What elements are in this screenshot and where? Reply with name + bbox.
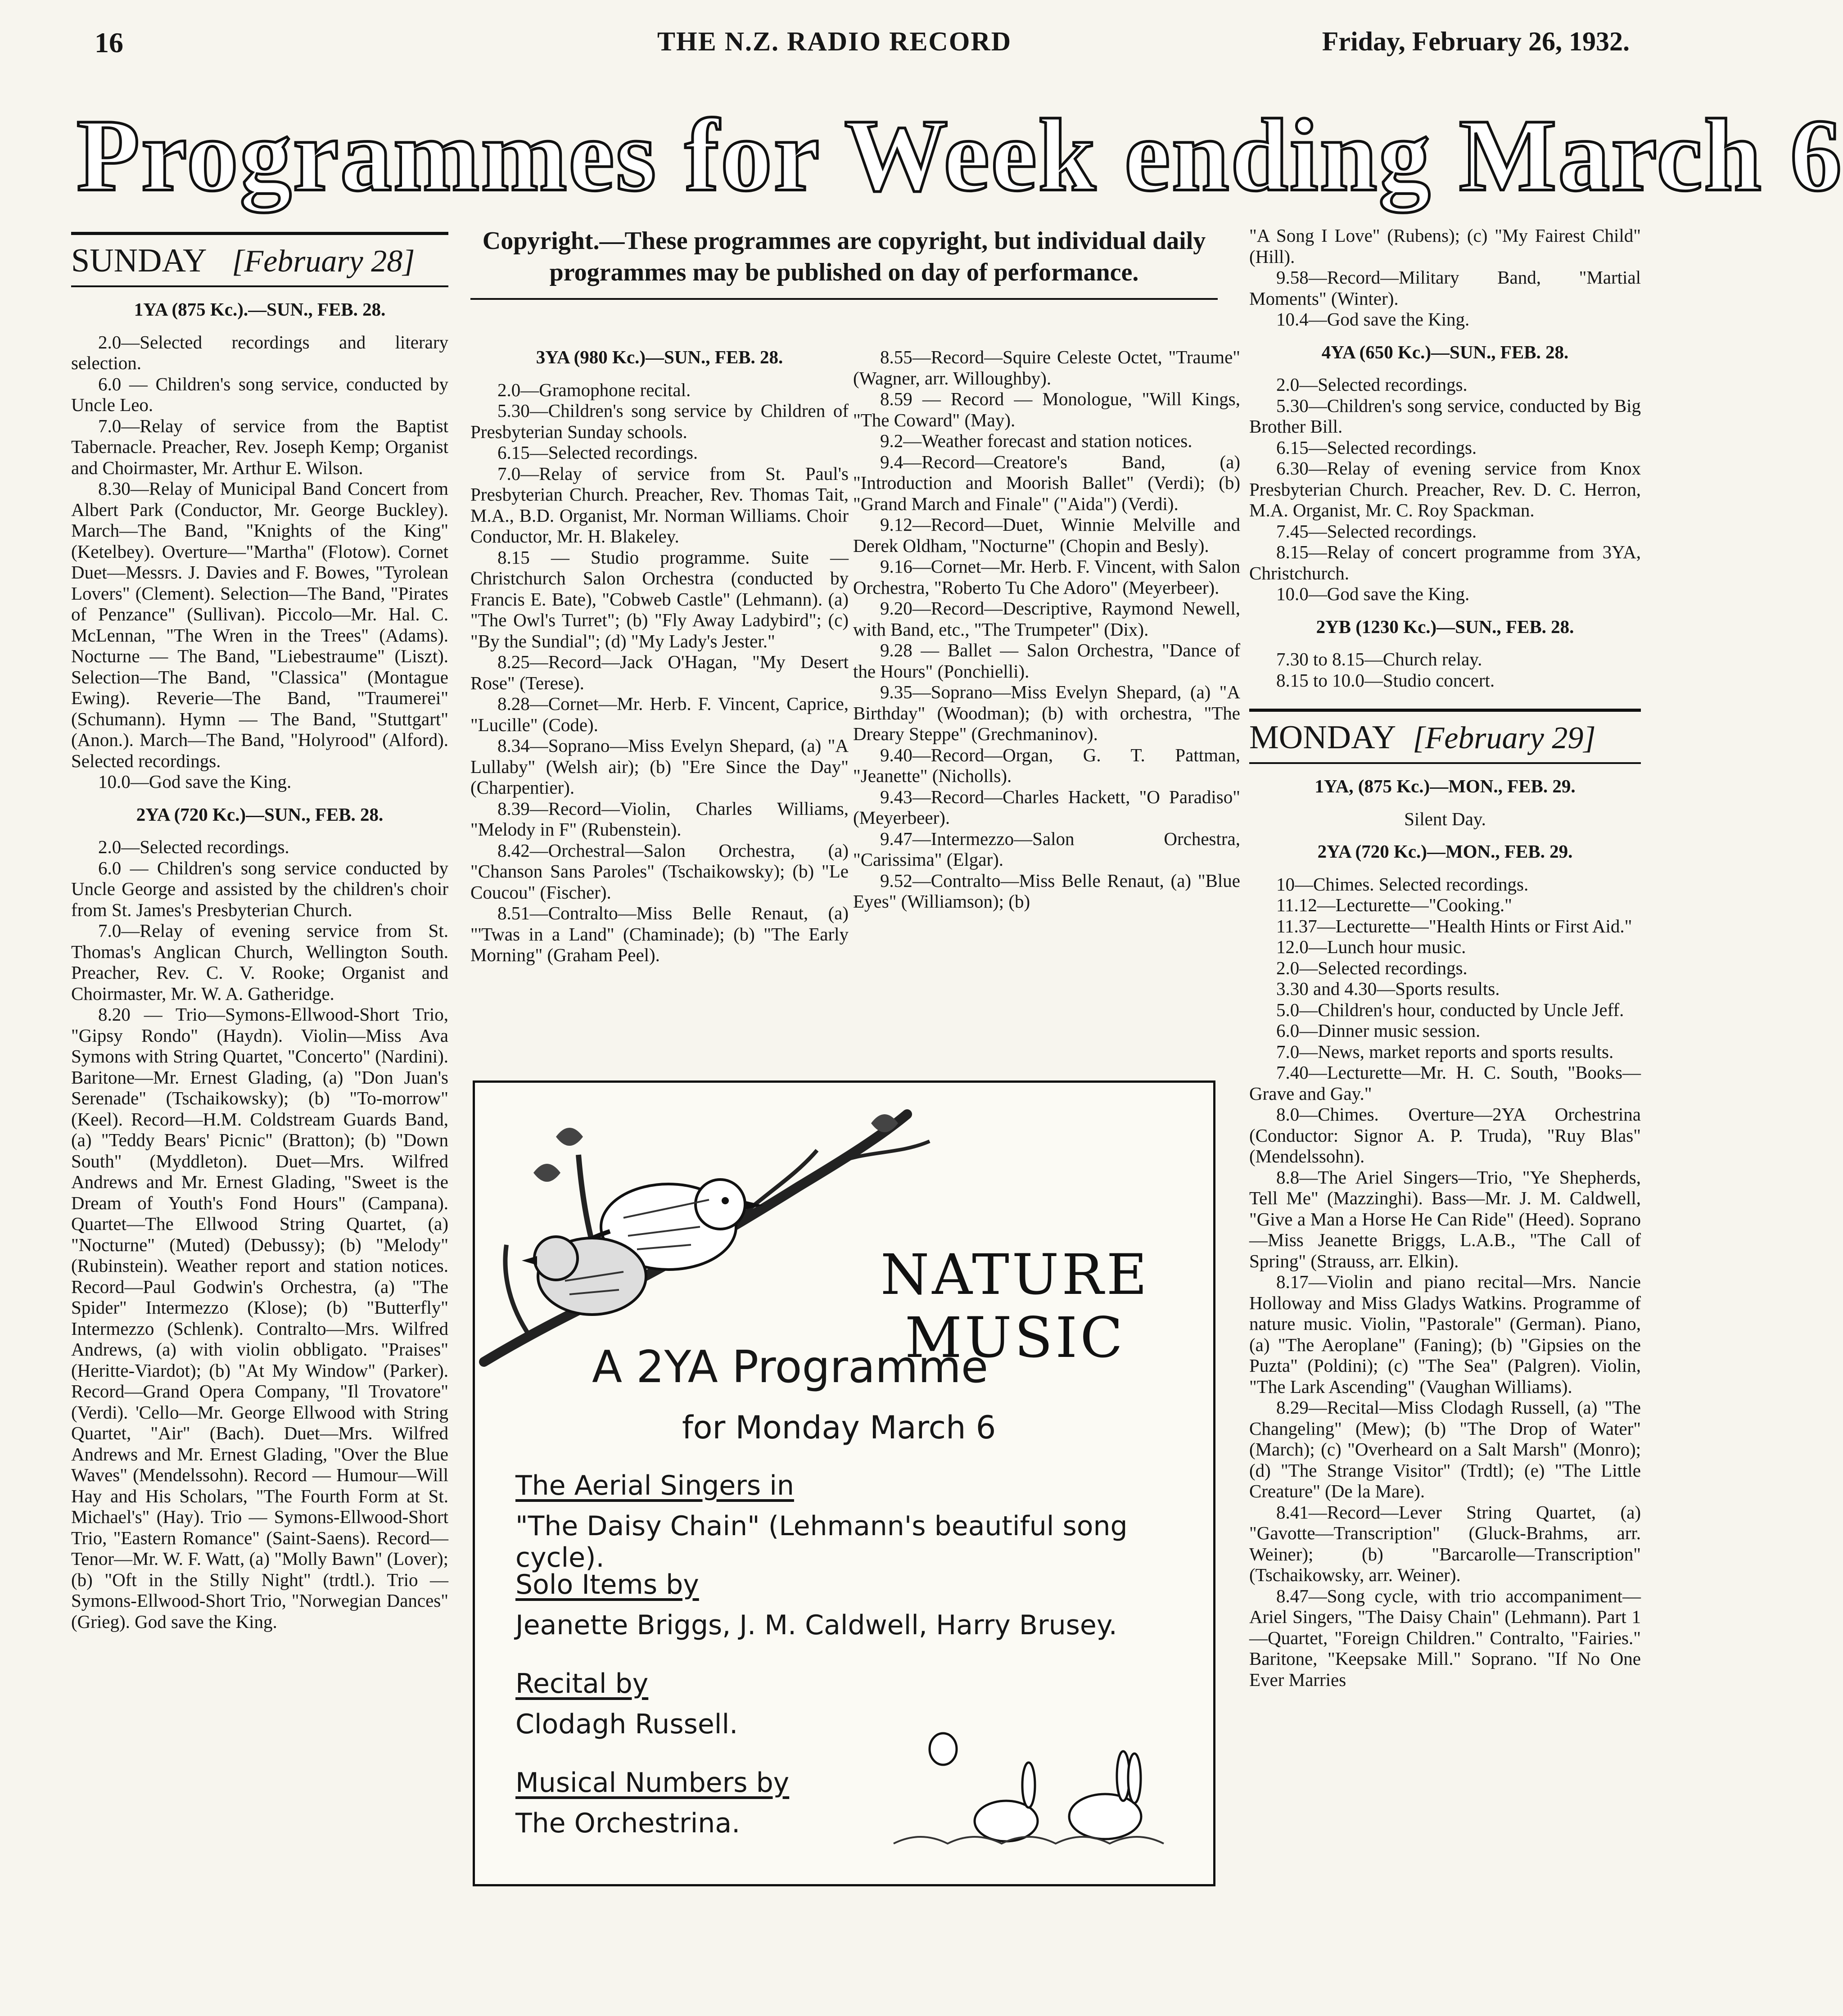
programme-item: 5.30—Children's song service by Children of Presbyterian Sunday schools. bbox=[470, 400, 849, 442]
programme-item: 9.47—Intermezzo—Salon Orchestra, "Carissima" (Elgar). bbox=[853, 828, 1240, 870]
programme-item: 8.39—Record—Violin, Charles Williams, "Melody in F" (Rubenstein). bbox=[470, 798, 849, 840]
programme-item: 8.17—Violin and piano recital—Mrs. Nancie Holloway and Miss Gladys Watkins. Programme of nature music. Violin, "Pastorale" (German). Piano, (a) "The Aeroplane" (Faning); (b) "Gipsies on the Puzta" (Poldini); (c) "The Sea" (Palgren). Violin, "The Lark Ascending" (Vaughan Williams). bbox=[1249, 1271, 1641, 1397]
station-heading: 2YB (1230 Kc.)—SUN., FEB. 28. bbox=[1316, 616, 1574, 637]
programme-item: 8.25—Record—Jack O'Hagan, "My Desert Rose" (Terese). bbox=[470, 651, 849, 693]
programme-item: 8.59 — Record — Monologue, "Will Kings, "The Coward" (May). bbox=[853, 389, 1240, 430]
programme-item: 7.45—Selected recordings. bbox=[1276, 520, 1477, 542]
programme-item: 8.15 to 10.0—Studio concert. bbox=[1276, 669, 1495, 691]
ad-headline-2: MUSIC bbox=[904, 1306, 1126, 1370]
programme-item: 6.30—Relay of evening service from Knox Presbyterian Church. Preacher, Rev. D. C. Herron, M.A. Organist, Mr. C. Roy Spackman. bbox=[1249, 458, 1641, 520]
ad-line: Jeanette Briggs, J. M. Caldwell, Harry Brusey. bbox=[515, 1609, 1117, 1641]
divider bbox=[1249, 762, 1641, 764]
programme-item: 2.0—Selected recordings. bbox=[1276, 957, 1468, 978]
station-heading: 2YA (720 Kc.)—MON., FEB. 29. bbox=[1317, 841, 1573, 862]
programme-item: 5.0—Children's hour, conducted by Uncle Jeff. bbox=[1276, 999, 1624, 1020]
programme-item: 11.12—Lecturette—"Cooking." bbox=[1276, 895, 1512, 915]
programme-item: 9.43—Record—Charles Hackett, "O Paradiso" (Meyerbeer). bbox=[853, 786, 1240, 828]
copyright-notice: Copyright.—These programmes are copyright, but individual daily programmes may be published on day of performance. bbox=[470, 225, 1218, 300]
programme-item: 2.0—Selected recordings and literary selection. bbox=[71, 331, 448, 373]
day-name: MONDAY bbox=[1249, 719, 1396, 756]
station-heading: 3YA (980 Kc.)—SUN., FEB. 28. bbox=[536, 347, 783, 367]
programme-item: 8.51—Contralto—Miss Belle Renaut, (a) "'Twas in a Land" (Chaminade); (b) "The Early Morning" (Graham Peel). bbox=[470, 903, 849, 965]
programme-item: 2.0—Gramophone recital. bbox=[497, 379, 691, 400]
programme-item: 8.15—Relay of concert programme from 3YA, Christchurch. bbox=[1249, 542, 1641, 583]
ad-line: Clodagh Russell. bbox=[515, 1709, 738, 1740]
page-title: Programmes for Week ending March 6 bbox=[77, 98, 1843, 212]
programme-item: 8.29—Recital—Miss Clodagh Russell, (a) "The Changeling" (Mew); (b) "The Drop of Water" (March); (c) "Overheard on a Salt Marsh" (Monro); (d) "The Strange Visitor" (Trdtl); (e) "The Little Creature" (De la Mare). bbox=[1249, 1397, 1641, 1501]
ad-line: "The Daisy Chain" (Lehmann's beautiful song cycle). bbox=[515, 1510, 1128, 1573]
programme-item: 9.40—Record—Organ, G. T. Pattman, "Jeanette" (Nicholls). bbox=[853, 744, 1240, 786]
programme-item: 8.15 — Studio programme. Suite — Christchurch Salon Orchestra (conducted by Francis E. Bate), "Cobweb Castle" (Lehmann). (a) "The Owl's Turret"; (b) "Fly Away Ladybird"; (c) "By the Sundial"; (d) "My Lady's Jester." bbox=[470, 547, 849, 651]
ad-line: The Aerial Singers in bbox=[515, 1470, 794, 1501]
ad-date: for Monday March 6 bbox=[682, 1409, 996, 1446]
station-heading: 2YA (720 Kc.)—SUN., FEB. 28. bbox=[136, 804, 384, 825]
divider bbox=[71, 285, 448, 287]
silent-day-note: Silent Day. bbox=[1404, 808, 1486, 829]
programme-item: 8.0—Chimes. Overture—2YA Orchestrina (Conductor: Signor A. P. Truda), "Ruy Blas" (Mendelssohn). bbox=[1249, 1104, 1641, 1166]
programme-item: 6.15—Selected recordings. bbox=[1276, 437, 1477, 458]
day-heading-monday bbox=[1249, 718, 1641, 758]
ad-line: Musical Numbers by bbox=[515, 1767, 790, 1799]
programme-item: 6.0 — Children's song service conducted by Uncle George and assisted by the children's choir from St. James's Presbyterian Church. bbox=[71, 857, 448, 920]
programme-item: 9.16—Cornet—Mr. Herb. F. Vincent, with Salon Orchestra, "Roberto Tu Che Adoro" (Meyerbeer). bbox=[853, 556, 1240, 598]
day-date: [February 29] bbox=[1413, 721, 1596, 755]
page-number: 16 bbox=[95, 27, 123, 59]
programme-item: 7.30 to 8.15—Church relay. bbox=[1276, 649, 1482, 669]
programme-item: 8.34—Soprano—Miss Evelyn Shepard, (a) "A Lullaby" (Welsh air); (b) "Ere Since the Day" (Charpentier). bbox=[470, 735, 849, 798]
programme-item: 8.8—The Ariel Singers—Trio, "Ye Shepherds, Tell Me" (Mazzinghi). Bass—Mr. J. M. Caldwell, "Give a Man a Horse He Can Ride" (Heed). Soprano—Miss Jeanette Briggs, L.A.B., "The Call of Spring" (Strauss, arr. Elkin). bbox=[1249, 1166, 1641, 1271]
programme-item: 8.42—Orchestral—Salon Orchestra, (a) "Chanson Sans Paroles" (Tschaikowsky); (b) "Le Coucou" (Fischer). bbox=[470, 840, 849, 903]
programme-item: 10—Chimes. Selected recordings. bbox=[1276, 873, 1529, 895]
day-heading-sunday bbox=[71, 241, 448, 281]
column-4 bbox=[1249, 225, 1641, 1690]
programme-item: 9.4—Record—Creatore's Band, (a) "Introduction and Moorish Ballet" (Verdi); (b) "Grand March and Finale" ("Aida") (Verdi). bbox=[853, 451, 1240, 514]
programme-item: 7.0—Relay of service from St. Paul's Presbyterian Church. Preacher, Rev. Thomas Tait, M.A., B.D. Organist, Mr. Norman Williams. Choir Conductor, Mr. H. Blakeley. bbox=[470, 463, 849, 547]
programme-item: 9.52—Contralto—Miss Belle Renaut, (a) "Blue Eyes" (Williamson); (b) bbox=[853, 870, 1240, 912]
nature-music-advertisement bbox=[473, 1080, 1215, 1886]
programme-item: 11.37—Lecturette—"Health Hints or First Aid." bbox=[1276, 915, 1632, 936]
programme-item: 2.0—Selected recordings. bbox=[98, 836, 289, 857]
ad-line: The Orchestrina. bbox=[515, 1808, 741, 1839]
station-heading: 4YA (650 Kc.)—SUN., FEB. 28. bbox=[1321, 341, 1569, 362]
ad-line: Recital by bbox=[515, 1668, 649, 1700]
programme-item: 6.15—Selected recordings. bbox=[497, 442, 698, 463]
programme-item: 7.0—Relay of evening service from St. Thomas's Anglican Church, Wellington South. Preacher, Rev. C. V. Rooke; Organist and Choirmaster, Mr. W. A. Gatheridge. bbox=[71, 920, 448, 1004]
station-heading: 1YA (875 Kc.).—SUN., FEB. 28. bbox=[134, 299, 386, 320]
page-header bbox=[95, 26, 1630, 67]
divider bbox=[71, 232, 448, 235]
programme-item: 5.30—Children's song service, conducted by Big Brother Bill. bbox=[1249, 395, 1641, 437]
programme-item: 2.0—Selected recordings. bbox=[1276, 374, 1468, 395]
day-name: SUNDAY bbox=[71, 242, 207, 279]
masthead: THE N.Z. RADIO RECORD bbox=[657, 27, 1012, 56]
ad-programme: A 2YA Programme bbox=[592, 1342, 989, 1393]
programme-item: 9.12—Record—Duet, Winnie Melville and Derek Oldham, "Nocturne" (Chopin and Besly). bbox=[853, 514, 1240, 556]
issue-date: Friday, February 26, 1932. bbox=[1322, 27, 1630, 56]
ad-line: Solo Items by bbox=[515, 1569, 699, 1600]
programme-item: 7.0—Relay of service from the Baptist Tabernacle. Preacher, Rev. Joseph Kemp; Organist and Choirmaster, Mr. Arthur E. Wilson. bbox=[71, 415, 448, 478]
programme-item: 8.41—Record—Lever String Quartet, (a) "Gavotte—Transcription" (Gluck-Brahms, arr. Weiner); (b) "Barcarolle—Transcription" (Tschaikowsky, arr. Weiner). bbox=[1249, 1501, 1641, 1585]
programme-item: 8.55—Record—Squire Celeste Octet, "Traume" (Wagner, arr. Willoughby). bbox=[853, 347, 1240, 389]
divider bbox=[1249, 709, 1641, 712]
station-heading: 1YA, (875 Kc.)—MON., FEB. 29. bbox=[1314, 776, 1576, 796]
programme-item: 3.30 and 4.30—Sports results. bbox=[1276, 978, 1500, 999]
programme-item: 9.35—Soprano—Miss Evelyn Shepard, (a) "A Birthday" (Woodman); (b) with orchestra, "The Dreary Steppe" (Grechmaninov). bbox=[853, 682, 1240, 744]
programme-item: 10.0—God save the King. bbox=[98, 771, 292, 792]
programme-item: 8.30—Relay of Municipal Band Concert from Albert Park (Conductor, Mr. George Buckley). March—The Band, "Knights of the King" (Ketelbey). Overture—"Martha" (Flotow). Cornet Duet—Messrs. J. Davies and F. Bowes, "Tyrolean Lovers" (Clement). Selection—The Band, "Pirates of Penzance" (Sullivan). Piccolo—Mr. Hal. C. McLennan, "The Wren in the Trees" (Adams). Nocturne — The Band, "Liebestraume" (Liszt). Selection—The Band, "Classica" (Montague Ewing). Reverie—The Band, "Traumerei" (Schumann). Hymn — The Band, "Stuttgart" (Anon.). March—The Band, "Holyrood" (Alford). Selected recordings. bbox=[71, 478, 448, 771]
programme-item: 10.0—God save the King. bbox=[1276, 583, 1470, 604]
programme-item: 9.58—Record—Military Band, "Martial Moments" (Winter). bbox=[1249, 267, 1641, 309]
ad-headline-1: NATURE bbox=[880, 1243, 1150, 1307]
column-3 bbox=[853, 347, 1240, 912]
programme-item: 12.0—Lunch hour music. bbox=[1276, 936, 1466, 957]
programme-item: 8.47—Song cycle, with trio accompaniment—Ariel Singers, "The Daisy Chain" (Lehmann). Part 1—Quartet, "Foreign Children." Contralto, "Fairies." Baritone, "Keepsake Mill." Soprano. "If No One Ever Marries bbox=[1249, 1585, 1641, 1690]
programme-item: 10.4—God save the King. bbox=[1276, 309, 1470, 330]
programme-item: 9.28 — Ballet — Salon Orchestra, "Dance of the Hours" (Ponchielli). bbox=[853, 640, 1240, 682]
programme-item: 8.20 — Trio—Symons-Ellwood-Short Trio, "Gipsy Rondo" (Haydn). Violin—Miss Ava Symons with String Quartet, "Concerto" (Nardini). Baritone—Mr. Ernest Glading, (a) "Don Juan's Serenade" (Tschaikowsky); (b) "To-morrow" (Keel). Record—H.M. Coldstream Guards Band, (a) "Teddy Bears' Picnic" (Bratton); (b) "Down South" (Myddleton). Duet—Mrs. Wilfred Andrews and Mr. Ernest Glading, "Sweet is the Dream of Youth's Fond Hours" (Campana). Quartet—The Ellwood String Quartet, (a) "Nocturne" (Muted) (Debussy); (b) "Melody" (Rubinstein). Weather report and station notices. Record—Paul Godwin's Orchestra, (a) "The Spider" Intermezzo (Klose); (b) "Butterfly" Intermezzo (Schlenk). Contralto—Mrs. Wilfred Andrews, (a) with violin obbligato. "Praises" (Heritte-Viardot); (b) "At My Window" (Parker). Record—Grand Opera Company, "Il Trovatore" (Verdi). 'Cello—Mr. George Ellwood with String Quartet, "Air" (Bach). Duet—Mrs. Wilfred Andrews and Mr. Ernest Glading, "Over the Blue Waves" (Mendelssohn). Record — Humour—Will Hay and His Scholars, "The Fourth Form at St. Michael's" (Hay). Trio — Symons-Ellwood-Short Trio, "Eastern Romance" (Saint-Saens). Record—Tenor—Mr. W. F. Watt, (a) "Molly Bawn" (Lover); (b) "Oft in the Stilly Night" (trdtl.). Trio — Symons-Ellwood-Short Trio, "Norwegian Dances" (Grieg). God save the King. bbox=[71, 1004, 448, 1632]
column-1 bbox=[71, 232, 448, 1632]
programme-item: "A Song I Love" (Rubens); (c) "My Fairest Child" (Hill). bbox=[1249, 225, 1641, 267]
programme-item: 9.2—Weather forecast and station notices. bbox=[880, 430, 1193, 451]
programme-item: 7.0—News, market reports and sports results. bbox=[1276, 1041, 1614, 1062]
programme-item: 6.0—Dinner music session. bbox=[1276, 1020, 1481, 1041]
programme-item: 6.0 — Children's song service, conducted by Uncle Leo. bbox=[71, 373, 448, 415]
day-date: [February 28] bbox=[232, 244, 415, 279]
programme-item: 7.40—Lecturette—Mr. H. C. South, "Books—Grave and Gay." bbox=[1249, 1062, 1641, 1104]
programme-item: 8.28—Cornet—Mr. Herb. F. Vincent, Caprice, "Lucille" (Code). bbox=[470, 693, 849, 735]
programme-item: 9.20—Record—Descriptive, Raymond Newell, with Band, etc., "The Trumpeter" (Dix). bbox=[853, 598, 1240, 640]
column-2 bbox=[470, 347, 849, 966]
